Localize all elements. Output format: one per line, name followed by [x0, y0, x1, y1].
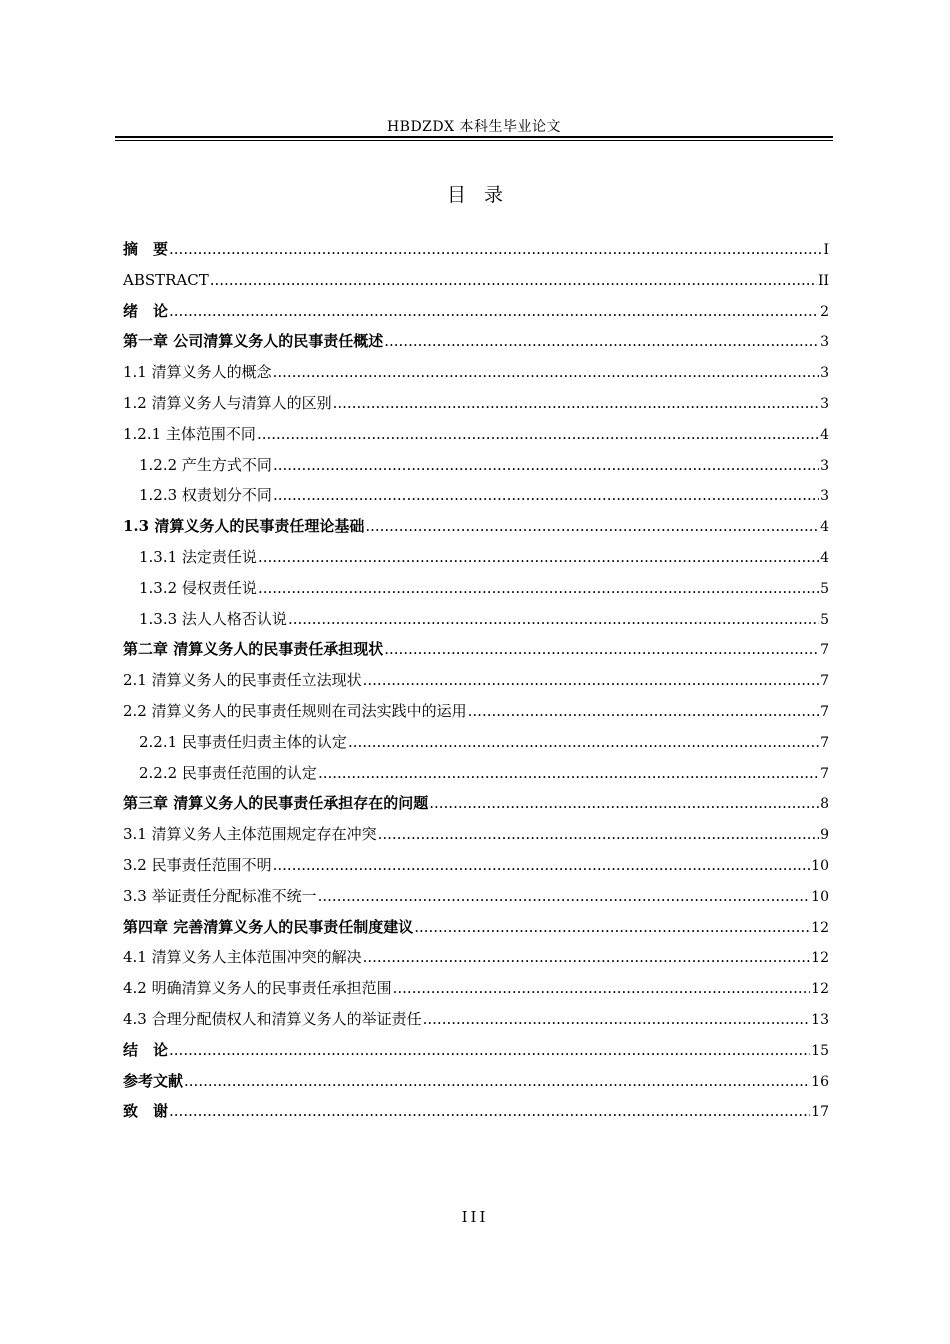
toc-entry-label: 2.1 清算义务人的民事责任立法现状 — [123, 671, 362, 690]
toc-leader-dots — [169, 1035, 810, 1066]
toc-leader-dots — [210, 265, 817, 296]
toc-leader-dots — [384, 326, 819, 357]
running-header: HBDZDX 本科生毕业论文 — [386, 119, 562, 135]
toc-leader-dots — [393, 973, 811, 1004]
toc-entry-label: 摘 要 — [123, 240, 169, 258]
toc-leader-dots — [258, 542, 819, 573]
toc-entry-label: 第二章 清算义务人的民事责任承担现状 — [123, 640, 384, 659]
toc-entry[interactable] — [123, 1035, 829, 1066]
toc-entry-label: 3.3 举证责任分配标准不统一 — [123, 886, 317, 905]
toc-leader-dots — [348, 727, 819, 758]
toc-entry-label: 4.2 明确清算义务人的民事责任承担范围 — [123, 979, 392, 998]
toc-entry[interactable] — [123, 973, 829, 1004]
toc-leader-dots — [429, 788, 819, 819]
toc-entry-page: 9 — [820, 827, 829, 844]
toc-entry[interactable] — [123, 542, 829, 573]
toc-entry-label: 结 论 — [123, 1040, 169, 1059]
header-rule-thin — [115, 140, 833, 141]
toc-entry-label: 3.2 民事责任范围不明 — [123, 855, 272, 874]
toc-entry[interactable] — [123, 265, 829, 296]
toc-entry[interactable] — [123, 850, 829, 881]
toc-entry-label: 绪 论 — [123, 301, 169, 320]
toc-leader-dots — [363, 942, 811, 973]
toc-entry-page: 7 — [820, 642, 829, 659]
toc-entry[interactable] — [123, 1066, 829, 1097]
toc-leader-dots — [184, 1066, 810, 1097]
toc-entry[interactable] — [123, 480, 829, 511]
toc-entry-page: 10 — [811, 857, 829, 874]
toc-entry[interactable] — [123, 727, 829, 758]
toc-leader-dots — [273, 450, 819, 481]
toc-entry-label: 1.3.1 法定责任说 — [139, 547, 257, 566]
toc-leader-dots — [423, 1004, 811, 1035]
toc-entry-label: 2.2.2 民事责任范围的认定 — [139, 763, 317, 782]
toc-entry[interactable] — [123, 419, 829, 450]
toc-entry-page: 15 — [811, 1042, 829, 1059]
toc-leader-dots — [333, 388, 819, 419]
header-double-rule — [115, 136, 833, 141]
toc-entry[interactable] — [123, 665, 829, 696]
toc-entry-page: 4 — [820, 426, 829, 443]
toc-leader-dots — [378, 819, 819, 850]
toc-entry[interactable] — [123, 819, 829, 850]
toc-entry[interactable] — [123, 696, 829, 727]
toc-entry[interactable] — [123, 1004, 829, 1035]
toc-entry-page: 8 — [820, 796, 829, 813]
toc-entry-label: 1.2.3 权责划分不同 — [139, 486, 272, 505]
toc-entry-label: ABSTRACT — [123, 270, 209, 289]
toc-entry-label: 1.3.3 法人人格否认说 — [139, 609, 287, 628]
toc-entry-page: 3 — [820, 457, 829, 474]
toc-leader-dots — [273, 480, 819, 511]
toc-entry[interactable] — [123, 758, 829, 789]
toc-entry-label: 2.2.1 民事责任归责主体的认定 — [139, 732, 347, 751]
toc-entry-label: 1.1 清算义务人的概念 — [123, 363, 272, 382]
toc-entry-page: 3 — [820, 365, 829, 382]
toc-entry[interactable] — [123, 604, 829, 635]
toc-entry-page: 2 — [820, 303, 829, 320]
toc-entry-label: 4.1 清算义务人主体范围冲突的解决 — [123, 948, 362, 967]
toc-entry[interactable] — [123, 942, 829, 973]
toc-leader-dots — [169, 296, 819, 327]
toc-entry-page: II — [817, 272, 829, 289]
toc-entry-page: 7 — [820, 765, 829, 782]
toc-leader-dots — [273, 850, 811, 881]
toc-entry-page: 3 — [820, 334, 829, 351]
toc-entry-page: 12 — [811, 950, 829, 967]
toc-entry-label: 第一章 公司清算义务人的民事责任概述 — [123, 332, 384, 351]
toc-leader-dots — [414, 912, 810, 943]
toc-entry-page: 3 — [820, 395, 829, 412]
toc-leader-dots — [258, 573, 819, 604]
toc-leader-dots — [318, 758, 819, 789]
toc-entry-label: 第四章 完善清算义务人的民事责任制度建议 — [123, 917, 414, 936]
toc-leader-dots — [468, 696, 819, 727]
toc-entry[interactable] — [123, 450, 829, 481]
toc-entry-page: 7 — [820, 703, 829, 720]
toc-entry-label: 参考文献 — [123, 1071, 184, 1090]
toc-entry-label: 第三章 清算义务人的民事责任承担存在的问题 — [123, 794, 429, 813]
toc-entry-label: 1.2 清算义务人与清算人的区别 — [123, 393, 332, 412]
toc-entry-page: 4 — [820, 519, 829, 536]
toc-leader-dots — [365, 511, 819, 542]
toc-leader-dots — [169, 1096, 810, 1127]
toc-entry[interactable] — [123, 296, 829, 327]
toc-entry-page: 3 — [820, 488, 829, 505]
toc-entry-page: 16 — [811, 1073, 829, 1090]
header-rule-thick — [115, 136, 833, 138]
toc-entry[interactable] — [123, 326, 829, 357]
toc-entry[interactable] — [123, 881, 829, 912]
toc-leader-dots — [384, 634, 819, 665]
toc-leader-dots — [257, 419, 819, 450]
toc-entry-label: 3.1 清算义务人主体范围规定存在冲突 — [123, 825, 377, 844]
toc-entry[interactable] — [123, 1096, 829, 1127]
table-of-contents — [123, 234, 829, 1127]
toc-entry-page: 10 — [811, 888, 829, 905]
toc-entry-label: 1.2.2 产生方式不同 — [139, 455, 272, 474]
toc-leader-dots — [169, 234, 822, 265]
toc-entry-label: 致 谢 — [123, 1102, 169, 1121]
toc-entry[interactable] — [123, 357, 829, 388]
toc-leader-dots — [318, 881, 811, 912]
toc-entry[interactable] — [123, 573, 829, 604]
toc-entry[interactable] — [123, 634, 829, 665]
toc-entry-label: 2.2 清算义务人的民事责任规则在司法实践中的运用 — [123, 701, 467, 720]
toc-entry[interactable] — [123, 388, 829, 419]
toc-entry[interactable] — [123, 788, 829, 819]
toc-entry-page: 12 — [811, 919, 829, 936]
toc-entry-label: 1.2.1 主体范围不同 — [123, 424, 256, 443]
toc-entry[interactable] — [123, 511, 829, 542]
toc-entry-page: 7 — [820, 673, 829, 690]
toc-entry-label: 1.3.2 侵权责任说 — [139, 578, 257, 597]
toc-entry[interactable] — [123, 234, 829, 265]
toc-entry-page: 13 — [811, 1011, 829, 1028]
toc-entry-page: 7 — [820, 734, 829, 751]
toc-entry-page: 5 — [820, 611, 829, 628]
toc-leader-dots — [363, 665, 819, 696]
toc-entry-page: 5 — [820, 580, 829, 597]
toc-title: 目录 — [446, 184, 521, 206]
toc-leader-dots — [288, 604, 819, 635]
page-number-footer: III — [461, 1208, 489, 1226]
toc-entry-label: 4.3 合理分配债权人和清算义务人的举证责任 — [123, 1009, 422, 1028]
toc-entry-page: I — [823, 242, 829, 258]
toc-entry-page: 12 — [811, 981, 829, 998]
toc-entry[interactable] — [123, 912, 829, 943]
toc-entry-page: 17 — [811, 1104, 829, 1121]
toc-entry-page: 4 — [820, 549, 829, 566]
toc-entry-label: 1.3 清算义务人的民事责任理论基础 — [123, 517, 365, 536]
toc-leader-dots — [273, 357, 819, 388]
